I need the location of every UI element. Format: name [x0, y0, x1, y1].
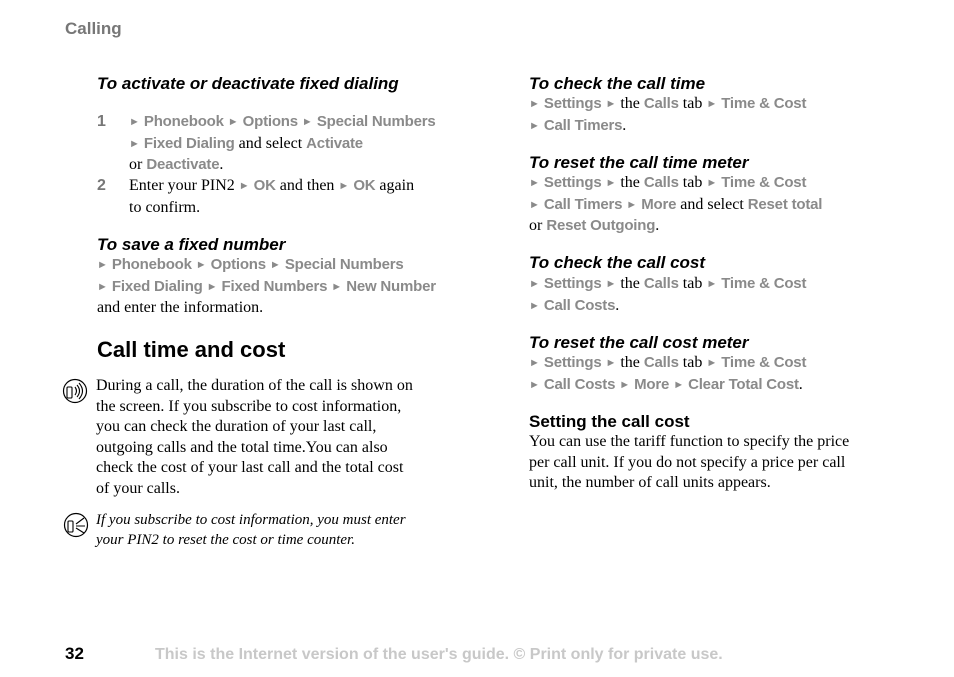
text: the [616, 95, 644, 112]
body-line: of your calls. [96, 479, 180, 497]
text: tab [678, 275, 707, 292]
network-service-icon [62, 378, 90, 404]
menu-item: OK [353, 177, 376, 194]
arrow-icon: ► [605, 98, 617, 110]
reset-call-time-steps [529, 173, 822, 237]
save-fixed-number-steps [97, 255, 436, 319]
arrow-icon: ► [673, 378, 685, 391]
check-call-time-title: To check the call time [529, 74, 706, 93]
intro-paragraph [96, 376, 466, 499]
tip-icon [63, 512, 91, 538]
menu-item: Special Numbers [316, 113, 436, 130]
arrow-icon: ► [269, 259, 281, 271]
text: the [616, 354, 644, 371]
menu-item: Phonebook [111, 256, 192, 273]
text: to confirm. [129, 198, 201, 216]
save-fixed-number-title: To save a fixed number [97, 235, 286, 254]
arrow-icon: ► [301, 116, 313, 128]
menu-item: Call Costs [543, 296, 616, 314]
menu-item: Phonebook [143, 113, 224, 130]
arrow-icon: ► [97, 280, 108, 293]
arrow-icon: ► [227, 116, 239, 128]
check-call-cost-steps [529, 274, 806, 317]
arrow-icon: ► [206, 280, 218, 293]
reset-call-cost-steps [529, 353, 806, 396]
reset-call-time-title: To reset the call time meter [529, 153, 749, 172]
body-line: you can check the duration of your last call, [96, 418, 377, 435]
menu-item: Special Numbers [284, 256, 404, 273]
step-number: 1 [97, 113, 106, 130]
body-line: the screen. If you subscribe to cost information, [96, 397, 402, 415]
text: and select [676, 195, 748, 213]
arrow-icon: ► [605, 357, 617, 369]
menu-item: Call Timers [543, 195, 623, 213]
text: . [219, 156, 224, 173]
setting-call-cost-paragraph [529, 432, 849, 494]
menu-item: Fixed Dialing [111, 277, 203, 295]
arrow-icon: ► [529, 177, 540, 189]
arrow-icon: ► [605, 278, 617, 290]
menu-item: Options [242, 113, 298, 130]
menu-item: Fixed Numbers [221, 277, 328, 295]
menu-item: Time & Cost [721, 174, 807, 191]
menu-item: Calls [643, 275, 679, 292]
arrow-icon: ► [529, 378, 540, 391]
page-number: 32 [65, 644, 84, 663]
menu-item: Calls [643, 174, 679, 191]
text: again [375, 177, 415, 194]
footer-notice: This is the Internet version of the user's guide. © Print only for private use. [155, 646, 723, 663]
arrow-icon: ► [97, 259, 108, 271]
activate-fixed-dialing-title: To activate or deactivate fixed dialing [97, 74, 399, 93]
arrow-icon: ► [706, 177, 718, 189]
tip-note [96, 511, 406, 550]
arrow-icon: ► [619, 378, 631, 391]
text: . [798, 375, 803, 393]
step-number: 2 [97, 177, 106, 194]
section-header: Calling [65, 19, 122, 38]
check-call-cost-title: To check the call cost [529, 253, 706, 272]
text: or [529, 217, 547, 234]
body-line: unit, the number of call units appears. [529, 474, 771, 491]
menu-item: Settings [543, 354, 602, 371]
arrow-icon: ► [706, 278, 718, 290]
menu-item: Activate [306, 134, 363, 152]
check-call-time-steps [529, 94, 806, 137]
menu-item: Deactivate [146, 156, 220, 173]
menu-item: Calls [643, 95, 679, 112]
menu-item: Reset Outgoing [546, 217, 656, 234]
text: . [622, 116, 627, 134]
arrow-icon: ► [529, 119, 540, 132]
menu-item: Time & Cost [721, 95, 807, 112]
body-line: check the cost of your last call and the total cost [96, 459, 404, 476]
menu-item: Calls [643, 354, 679, 371]
activate-step1 [129, 112, 436, 176]
text: tab [678, 354, 707, 371]
arrow-icon: ► [529, 198, 540, 211]
menu-item: More [634, 375, 670, 393]
menu-item: Options [210, 256, 266, 273]
menu-item: Clear Total Cost [688, 375, 799, 393]
arrow-icon: ► [529, 299, 540, 312]
arrow-icon: ► [626, 198, 638, 211]
arrow-icon: ► [706, 357, 718, 369]
menu-item: Settings [543, 174, 602, 191]
page-heading: Call time and cost [97, 337, 286, 362]
body-line: outgoing calls and the total time.You can also [96, 438, 388, 456]
text: or [129, 156, 147, 173]
arrow-icon: ► [331, 280, 343, 293]
menu-item: Call Timers [543, 116, 623, 134]
arrow-icon: ► [529, 278, 540, 290]
arrow-icon: ► [605, 177, 617, 189]
body-line: per call unit. If you do not specify a price per call [529, 453, 846, 471]
text: . [655, 217, 660, 234]
menu-item: Time & Cost [721, 275, 807, 292]
menu-item: Fixed Dialing [143, 134, 235, 152]
arrow-icon: ► [195, 259, 207, 271]
text: and enter the information. [97, 299, 264, 316]
text: . [615, 296, 620, 314]
menu-item: OK [253, 177, 276, 194]
setting-call-cost-title: Setting the call cost [529, 412, 690, 431]
menu-item: New Number [346, 277, 436, 295]
body-line: During a call, the duration of the call is shown on [96, 377, 413, 394]
text: Enter your PIN2 [129, 177, 239, 194]
note-line: your PIN2 to reset the cost or time counter. [96, 531, 355, 548]
menu-item: More [641, 195, 677, 213]
text: the [616, 275, 644, 292]
text: the [616, 174, 644, 191]
note-line: If you subscribe to cost information, you must enter [96, 512, 406, 528]
arrow-icon: ► [706, 98, 718, 110]
arrow-icon: ► [529, 98, 540, 110]
arrow-icon: ► [529, 357, 540, 369]
arrow-icon: ► [129, 116, 140, 128]
activate-step2 [129, 176, 414, 218]
menu-item: Settings [543, 275, 602, 292]
arrow-icon: ► [238, 180, 250, 192]
text: and select [234, 134, 307, 152]
arrow-icon: ► [129, 137, 140, 150]
menu-item: Call Costs [543, 375, 616, 393]
body-line: You can use the tariff function to specify the price [529, 433, 850, 450]
menu-item: Time & Cost [721, 354, 807, 371]
reset-call-cost-title: To reset the call cost meter [529, 333, 749, 352]
arrow-icon: ► [338, 180, 350, 192]
text: tab [678, 95, 707, 112]
text: tab [678, 174, 707, 191]
text: and then [275, 177, 339, 194]
menu-item: Reset total [747, 195, 823, 213]
menu-item: Settings [543, 95, 602, 112]
